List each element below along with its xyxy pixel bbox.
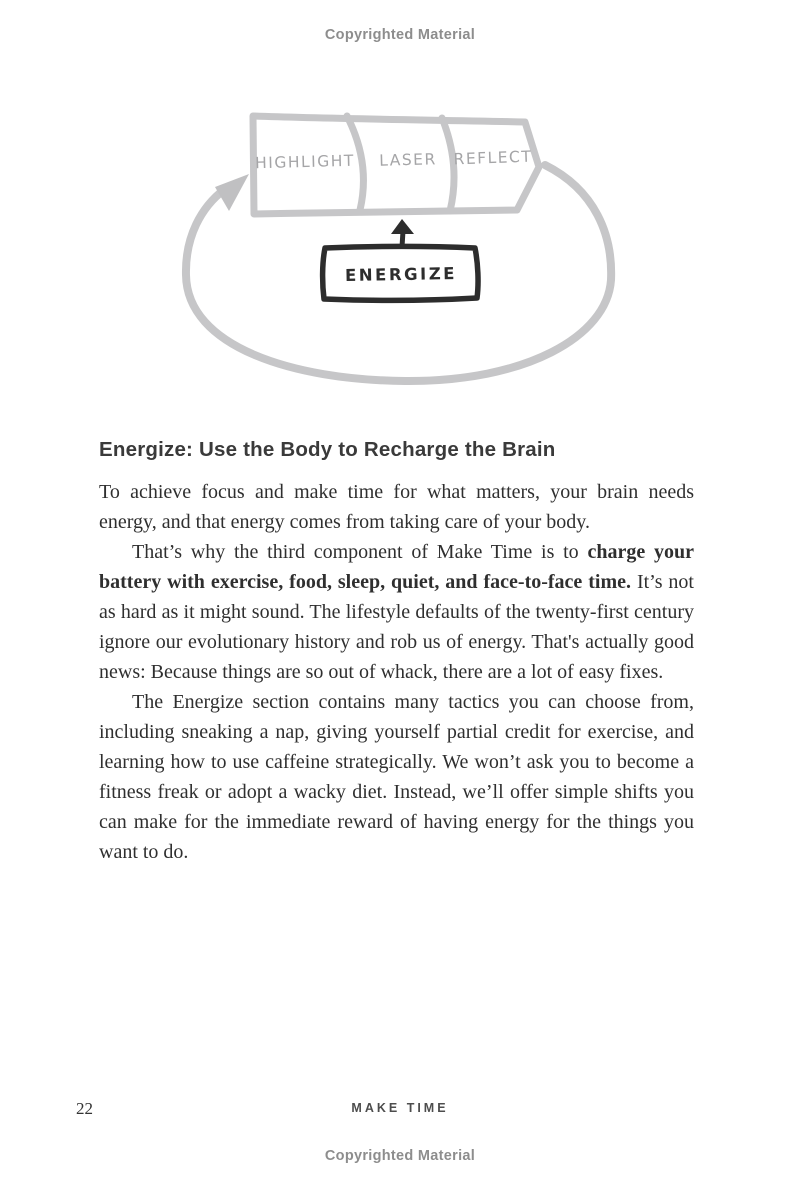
step-reflect-label: REFLECT — [453, 147, 533, 169]
energize-box-label: ENERGIZE — [344, 264, 458, 285]
main-content — [99, 437, 694, 867]
copyright-notice-bottom: Copyrighted Material — [324, 1148, 476, 1164]
paragraph-2-text-start: That’s why the third component of Make Time is to — [132, 541, 588, 563]
page-number: 22 — [76, 1099, 93, 1118]
running-footer-title: MAKE TIME — [351, 1101, 449, 1115]
make-time-flow-diagram — [175, 95, 620, 390]
step-highlight-label: HIGHLIGHT — [254, 151, 356, 173]
energize-up-arrowhead-icon — [391, 219, 414, 234]
section-heading: Energize: Use the Body to Recharge the Brain — [99, 438, 556, 461]
paragraph-2 — [99, 537, 694, 687]
step-laser-label: LASER — [378, 150, 437, 170]
copyright-notice-top: Copyrighted Material — [324, 27, 476, 43]
loop-arrowhead-icon — [215, 174, 249, 211]
paragraph-2-bold-text: charge your battery with exercise, food, sleep, quiet, and face-to-face time. — [99, 541, 694, 593]
paragraph-3: The Energize section contains many tactics you can choose from, including sneaking a nap, giving yourself partial credit for exercise, and learning how to use caffeine strategically. We won’t ask you to become a fitness freak or adopt a wacky diet. Instead, we’ll offer simple shifts you can make for the immediate reward of having energy for the things you want to do. — [99, 691, 694, 863]
flow-diagram-canvas — [175, 95, 620, 390]
paragraph-2-text-end: It’s not as hard as it might sound. The lifestyle defaults of the twenty-first century ignore our evolutionary history and rob us of energy. That's actually good news: Because things are so out of whack, there are a lot of easy fixes. — [99, 571, 694, 683]
paragraph-1: To achieve focus and make time for what matters, your brain needs energy, and that energy comes from taking care of your body. — [99, 481, 694, 533]
